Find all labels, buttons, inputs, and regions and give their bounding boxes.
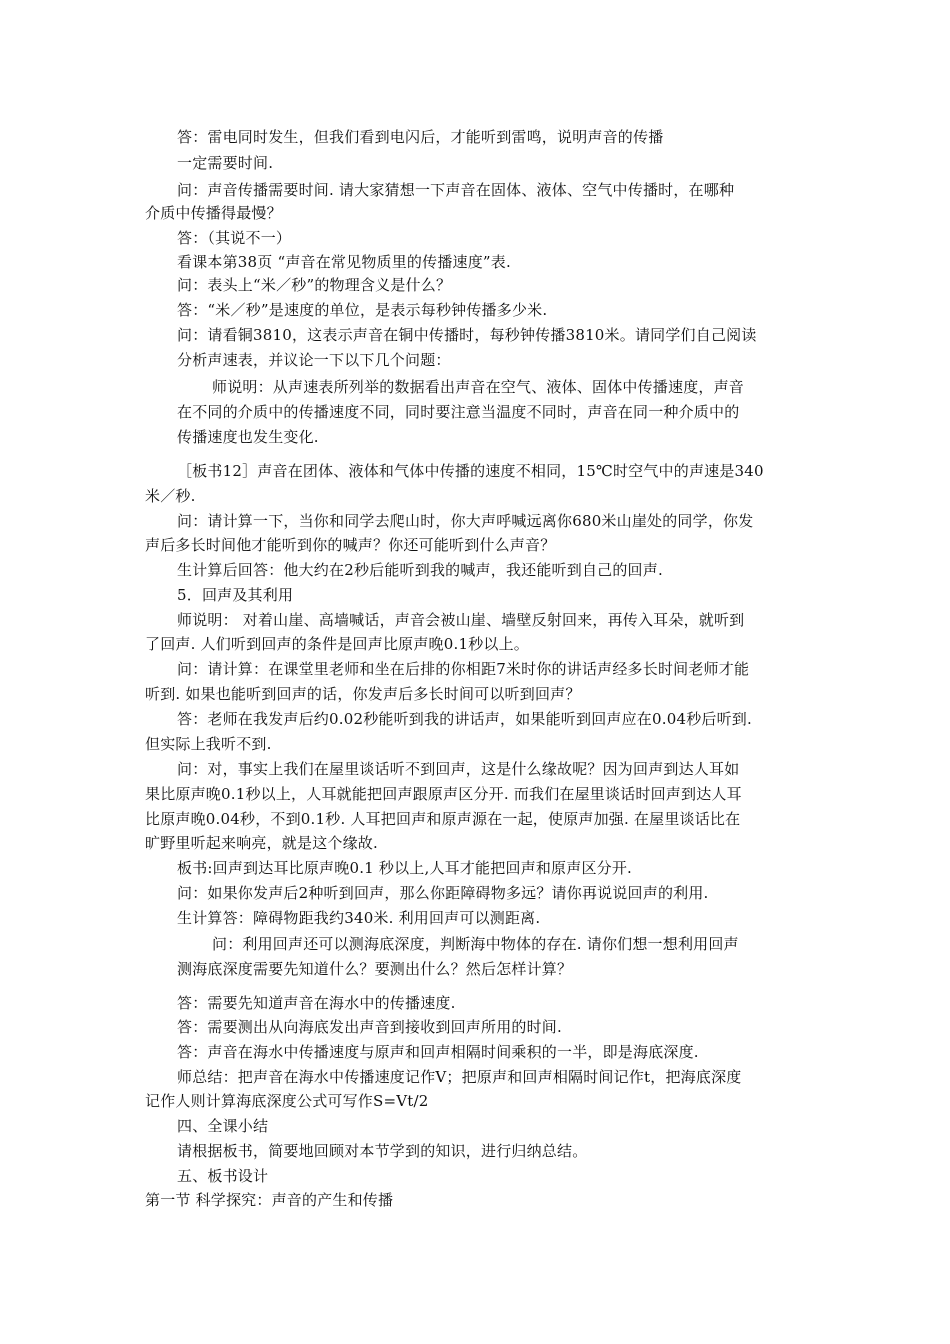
- text-line: 米／秒.: [145, 487, 196, 505]
- text-line: 生计算答：障碍物距我约340米. 利用回声可以测距离.: [177, 909, 541, 927]
- text-line: 看课本第38页 “声音在常见物质里的传播速度”表.: [177, 253, 511, 271]
- text-line: 旷野里听起来响亮，就是这个缘故.: [145, 834, 378, 852]
- text-line: 在不同的介质中的传播速度不同，同时要注意当温度不同时，声音在同一种介质中的: [177, 403, 740, 421]
- text-line: 了回声. 人们听到回声的条件是回声比原声晚0.1秒以上。: [145, 635, 529, 653]
- text-line: 问：请看铜3810，这表示声音在铜中传播时，每秒钟传播3810米。请同学们自己阅读: [177, 326, 757, 344]
- section-heading: 五、板书设计: [177, 1167, 269, 1185]
- section-heading: 第一节 科学探究：声音的产生和传播: [145, 1191, 394, 1209]
- text-line: 听到. 如果也能听到回声的话，你发声后多长时间可以听到回声？: [145, 685, 581, 703]
- text-line: 声后多长时间他才能听到你的喊声？你还可能听到什么声音？: [145, 536, 556, 554]
- text-line: 生计算后回答：他大约在2秒后能听到我的喊声，我还能听到自己的回声.: [177, 561, 663, 579]
- text-line: 问：对，事实上我们在屋里谈话听不到回声，这是什么缘故呢？因为回声到达人耳如: [177, 760, 740, 778]
- text-line: 果比原声晚0.1秒以上，人耳就能把回声跟原声区分开. 而我们在屋里谈话时回声到达人耳: [145, 785, 742, 803]
- text-line: 问：声音传播需要时间. 请大家猜想一下声音在固体、液体、空气中传播时，在哪种: [177, 181, 735, 199]
- text-line: 问：请计算：在课堂里老师和坐在后排的你相距7米时你的讲话声经多长时间老师才能: [177, 660, 750, 678]
- text-line: 但实际上我听不到.: [145, 735, 272, 753]
- text-line: 答：需要先知道声音在海水中的传播速度.: [177, 994, 456, 1012]
- text-line: 问：如果你发声后2种听到回声，那么你距障碍物多远？请你再说说回声的利用.: [177, 884, 709, 902]
- text-line: 5．回声及其利用: [177, 586, 294, 604]
- text-line: 测海底深度需要先知道什么？要测出什么？然后怎样计算？: [177, 960, 573, 978]
- text-line: 板书:回声到达耳比原声晚0.1 秒以上,人耳才能把回声和原声区分开.: [177, 859, 633, 877]
- text-line: 师说明：从声速表所列举的数据看出声音在空气、液体、固体中传播速度，声音: [212, 378, 745, 396]
- text-line: ［板书12］声音在团体、液体和气体中传播的速度不相同，15℃时空气中的声速是340: [177, 462, 764, 480]
- text-line: 师总结：把声音在海水中传播速度记作V；把原声和回声相隔时间记作t，把海底深度: [177, 1068, 742, 1086]
- text-line: 答：需要测出从向海底发出声音到接收到回声所用的时间.: [177, 1018, 562, 1036]
- text-line: 介质中传播得最慢？: [145, 204, 282, 222]
- text-line: 答：老师在我发声后约0.02秒能听到我的讲话声，如果能听到回声应在0.04秒后听到.: [177, 710, 752, 728]
- section-heading: 四、全课小结: [177, 1117, 269, 1135]
- text-line: 请根据板书，简要地回顾对本节学到的知识，进行归纳总结。: [177, 1142, 588, 1160]
- text-line: 分析声速表，并议论一下以下几个问题：: [177, 351, 451, 369]
- text-line: 传播速度也发生变化.: [177, 428, 319, 446]
- text-line: 答：“米／秒”是速度的单位，是表示每秒钟传播多少米.: [177, 301, 548, 319]
- text-line: 一定需要时间.: [177, 154, 274, 172]
- text-line: 记作人则计算海底深度公式可写作S=Vt/2: [145, 1092, 429, 1110]
- text-line: 问：利用回声还可以测海底深度，判断海中物体的存在. 请你们想一想利用回声: [212, 935, 739, 953]
- text-line: 答：（其说不一）: [177, 229, 292, 247]
- text-line: 师说明： 对着山崖、高墙喊话，声音会被山崖、墙壁反射回来，再传入耳朵，就听到: [177, 611, 745, 629]
- text-line: 比原声晚0.04秒，不到0.1秒. 人耳把回声和原声源在一起，使原声加强. 在屋里谈话比在: [145, 810, 741, 828]
- text-line: 问：表头上“米／秒”的物理含义是什么？: [177, 276, 452, 294]
- text-line: 答：雷电同时发生，但我们看到电闪后，才能听到雷鸣，说明声音的传播: [177, 128, 664, 146]
- text-line: 答：声音在海水中传播速度与原声和回声相隔时间乘积的一半，即是海底深度.: [177, 1043, 699, 1061]
- text-line: 问：请计算一下，当你和同学去爬山时，你大声呼喊远离你680米山崖处的同学，你发: [177, 512, 754, 530]
